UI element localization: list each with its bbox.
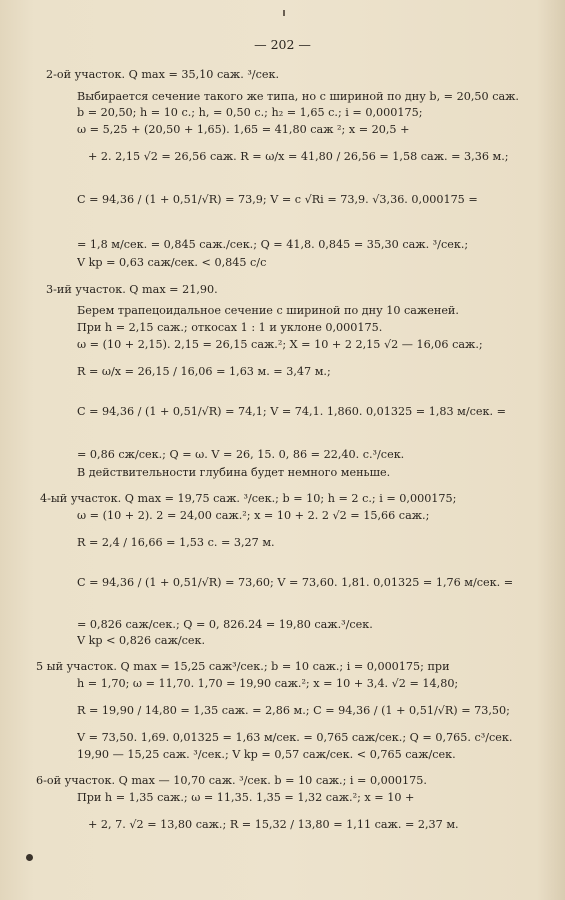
text-line: ω = (10 + 2). 2 = 24,00 саж.²; x = 10 + 2. 2 √2 = 15,66 саж.; xyxy=(77,509,430,522)
text-line: В действительности глубина будет немного меньше. xyxy=(77,466,391,479)
text-line: + 2, 7. √2 = 13,80 саж.; R = 15,32 / 13,80 = 1,11 саж. = 2,37 м. xyxy=(88,818,459,831)
text-line: V kp < 0,826 саж/сек. xyxy=(77,634,206,647)
text-line: C = 94,36 / (1 + 0,51/√R) = 73,60; V = 73,60. 1,81. 0,01325 = 1,76 м/сек. = xyxy=(77,576,514,589)
text-line: = 1,8 м/сек. = 0,845 саж./сек.; Q = 41,8. 0,845 = 35,30 саж. ³/сек.; xyxy=(77,238,469,251)
page-number: — 202 — xyxy=(254,38,311,52)
text-line: Берем трапецоидальное сечение с шириной по дну 10 саженей. xyxy=(77,304,459,317)
text-line: 5 ый участок. Q max = 15,25 саж³/сек.; b = 10 саж.; i = 0,000175; при xyxy=(36,660,450,673)
text-line: ω = (10 + 2,15). 2,15 = 26,15 саж.²; X = 10 + 2 2,15 √2 — 16,06 саж.; xyxy=(77,338,483,351)
text-line: + 2. 2,15 √2 = 26,56 саж. R = ω/x = 41,80 / 26,56 = 1,58 саж. = 3,36 м.; xyxy=(88,150,509,163)
bullet-dot xyxy=(26,854,33,861)
text-line: R = 19,90 / 14,80 = 1,35 саж. = 2,86 м.; C = 94,36 / (1 + 0,51/√R) = 73,50; xyxy=(77,704,510,717)
text-line: h = 1,70; ω = 11,70. 1,70 = 19,90 саж.²; x = 10 + 3,4. √2 = 14,80; xyxy=(77,677,459,690)
text-line: = 0,826 саж/сек.; Q = 0, 826.24 = 19,80 саж.³/сек. xyxy=(77,618,373,631)
print-mark xyxy=(283,10,285,16)
text-line: R = 2,4 / 16,66 = 1,53 с. = 3,27 м. xyxy=(77,536,275,549)
text-line: 2-ой участок. Q max = 35,10 саж. ³/сек. xyxy=(46,68,280,81)
text-line: ω = 5,25 + (20,50 + 1,65). 1,65 = 41,80 саж ²; x = 20,5 + xyxy=(77,123,410,136)
text-line: = 0,86 сж/сек.; Q = ω. V = 26, 15. 0, 86 = 22,40. с.³/сек. xyxy=(77,448,405,461)
text-line: При h = 2,15 саж.; откосах 1 : 1 и уклоне 0,000175. xyxy=(77,321,383,334)
text-line: R = ω/x = 26,15 / 16,06 = 1,63 м. = 3,47 м.; xyxy=(77,365,331,378)
text-line: 6-ой участок. Q max — 10,70 саж. ³/сек. b = 10 саж.; i = 0,000175. xyxy=(36,774,427,787)
text-line: b = 20,50; h = 10 с.; h, = 0,50 с.; h₂ = 1,65 с.; i = 0,000175; xyxy=(77,106,423,119)
text-line: V kp = 0,63 саж/сек. < 0,845 с/с xyxy=(77,256,267,269)
text-line: Выбирается сечение такого же типа, но с шириной по дну b, = 20,50 саж. xyxy=(77,90,519,103)
text-line: C = 94,36 / (1 + 0,51/√R) = 73,9; V = c √Ri = 73,9. √3,36. 0,000175 = xyxy=(77,193,478,206)
text-line: 3-ий участок. Q max = 21,90. xyxy=(46,283,218,296)
text-line: C = 94,36 / (1 + 0,51/√R) = 74,1; V = 74,1. 1,860. 0,01325 = 1,83 м/сек. = xyxy=(77,405,507,418)
text-line: V = 73,50. 1,69. 0,01325 = 1,63 м/сек. = 0,765 саж/сек.; Q = 0,765. с³/сек. xyxy=(77,731,513,744)
text-line: 4-ый участок. Q max = 19,75 саж. ³/сек.; b = 10; h = 2 с.; i = 0,000175; xyxy=(40,492,457,505)
text-line: При h = 1,35 саж.; ω = 11,35. 1,35 = 1,32 саж.²; x = 10 + xyxy=(77,791,415,804)
text-line: 19,90 — 15,25 саж. ³/сек.; V kp = 0,57 саж/сек. < 0,765 саж/сек. xyxy=(77,748,456,761)
